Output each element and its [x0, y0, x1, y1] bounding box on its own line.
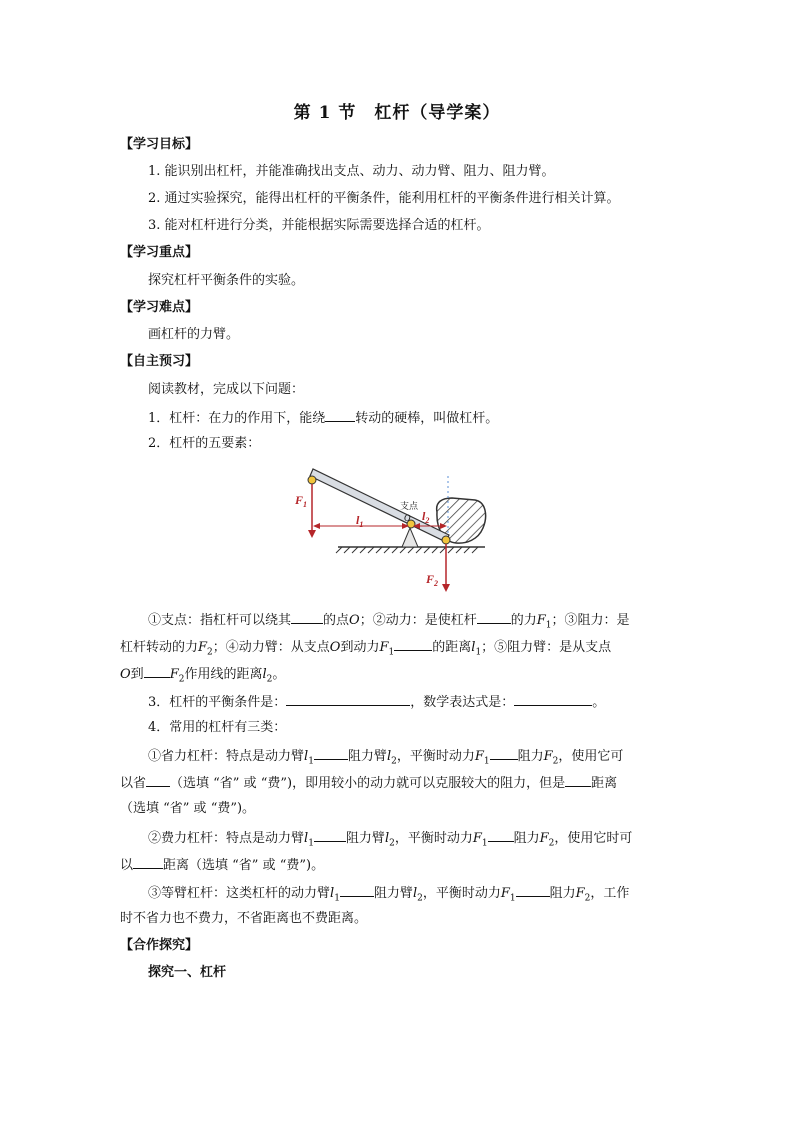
coop-heading: 【合作探究】 [120, 938, 199, 953]
blank-field[interactable] [146, 774, 170, 787]
class1-line-3: （选填 “省” 或 “费”)。 [120, 801, 256, 816]
blank-field[interactable] [314, 829, 346, 842]
label-l1: $l_1$ [356, 513, 364, 529]
label-pivot: 支点 [400, 502, 419, 512]
class3-line-2: 时不省力也不费力，不省距离也不费距离。 [120, 911, 368, 926]
goal-item: 2. 通过实验探究，能得出杠杆的平衡条件，能利用杠杆的平衡条件进行相关计算。 [148, 191, 620, 206]
blank-field[interactable] [286, 693, 410, 706]
goal-item: 3. 能对杠杆进行分类，并能根据实际需要选择合适的杠杆。 [148, 218, 490, 233]
question-3: 3．杠杆的平衡条件是： ，数学表达式是： 。 [148, 695, 606, 710]
page-title: 第 1 节 杠杆（导学案） [293, 103, 501, 123]
blank-field[interactable] [325, 409, 355, 422]
difficulty-heading: 【学习难点】 [120, 300, 199, 315]
class1-line-2: 以省 （选填 “省” 或 “费”)，即用较小的动力就可以克服较大的阻力，但是 距离 [120, 776, 618, 791]
blank-field[interactable] [144, 665, 170, 678]
blank-field[interactable] [490, 747, 518, 760]
ground [336, 547, 485, 553]
preview-heading: 【自主预习】 [120, 354, 199, 369]
blank-field[interactable] [394, 638, 432, 651]
coop-subheading: 探究一、杠杆 [148, 965, 227, 980]
lever-diagram [290, 440, 510, 595]
class1-line-1: ①省力杠杆：特点是动力臂$l_1$ 阻力臂$l_2$，平衡时动力$F_1$ 阻力$F_2$，使用它可 [148, 749, 624, 767]
blank-field[interactable] [516, 884, 550, 897]
goal-item: 1. 能识别出杠杆，并能准确找出支点、动力、动力臂、阻力、阻力臂。 [148, 164, 555, 179]
question-2: 2．杠杆的五要素： [148, 436, 261, 451]
element-line-2: 杠杆转动的力$F_2$；④动力臂：从支点O到动力$F_1$ 的距离$l_1$；⑤阻力臂：是从支点 [120, 640, 612, 658]
blank-field[interactable] [314, 747, 348, 760]
element-line-1: ①支点：指杠杆可以绕其 的点O；②动力：是使杠杆 的力$F_1$；③阻力：是 [148, 613, 630, 631]
class2-line-1: ②费力杠杆：特点是动力臂$l_1$ 阻力臂$l_2$，平衡时动力$F_1$ 阻力$F_2$，使用它时可 [148, 831, 633, 849]
blank-field[interactable] [514, 693, 592, 706]
class2-line-2: 以 距离（选填 “省” 或 “费”)。 [120, 858, 325, 873]
blank-field[interactable] [477, 611, 511, 624]
element-line-3: O到 $F_2$作用线的距离$l_2$。 [120, 667, 286, 685]
blank-field[interactable] [291, 611, 323, 624]
force1-arrow [308, 484, 316, 538]
q1-text: 1．杠杆：在力的作用下，能绕 [148, 411, 326, 426]
force1-point [308, 476, 316, 484]
blank-field[interactable] [133, 856, 163, 869]
lever-bar [310, 469, 449, 542]
goals-heading: 【学习目标】 [120, 137, 199, 152]
label-o: O [404, 513, 411, 523]
preview-intro: 阅读教材，完成以下问题： [148, 382, 305, 397]
class3-line-1: ③等臂杠杆：这类杠杆的动力臂$l_1$ 阻力臂$l_2$，平衡时动力$F_1$ 阻力$F_2$，工作 [148, 886, 630, 904]
question-1 [148, 409, 498, 427]
force2-point [442, 536, 450, 544]
label-f1: $F_1$ [295, 493, 308, 509]
question-4: 4．常用的杠杆有三类： [148, 720, 287, 735]
fulcrum-triangle [402, 528, 418, 547]
force2-arrow [442, 544, 450, 592]
label-f2: $F_2$ [426, 572, 439, 588]
blank-field[interactable] [340, 884, 374, 897]
key-heading: 【学习重点】 [120, 245, 199, 260]
blank-field[interactable] [488, 829, 514, 842]
q1-text: 转动的硬棒，叫做杠杆。 [355, 411, 499, 426]
difficulty-text: 画杠杆的力臂。 [148, 327, 240, 342]
blank-field[interactable] [565, 774, 591, 787]
key-text: 探究杠杆平衡条件的实验。 [148, 273, 305, 288]
label-l2: $l_2$ [422, 509, 430, 525]
